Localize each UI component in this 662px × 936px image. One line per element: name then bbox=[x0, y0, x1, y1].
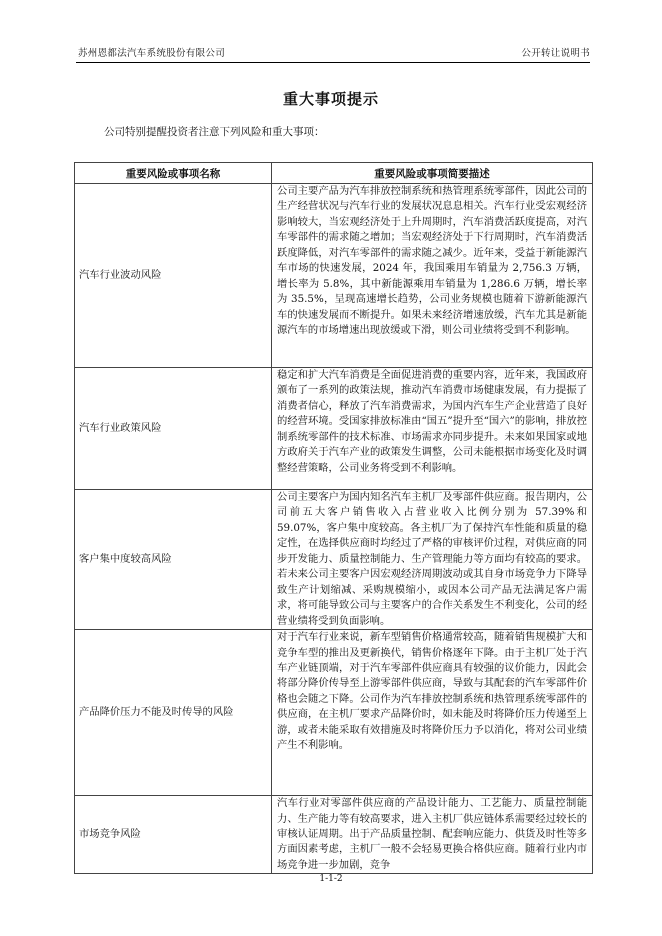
risk-description-cell: 对于汽车行业来说，新车型销售价格通常较高，随着销售规模扩大和竞争车型的推出及更新换代，销售价格逐年下降。由于主机厂处于汽车产业链顶端，对于汽车零部件供应商具有较强的议价能力，因此会将部分降价传导至上游零部件供应商，导致与其配套的汽车零部件价格也会随之下降。公司作为汽车排放控制系统和热管理系统零部件的供应商，在主机厂要求产品降价时，如未能及时将降价压力传递至上游，或者未能采取有效措施及时将降价压力予以消化，将对公司业绩产生不利影响。 bbox=[272, 630, 593, 796]
risk-description-cell: 公司主要客户为国内知名汽车主机厂及零部件供应商。报告期内，公司前五大客户销售收入占营业收入比例分别为 57.39%和 59.07%，客户集中度较高。各主机厂为了保持汽车性能和质量的稳定性，在选择供应商时均经过了严格的审核评价过程，对供应商的同步开发能力、质量控制能力、生产管理能力等方面均有较高的要求。若未来公司主要客户因宏观经济周期波动或其自身市场竞争力下降导致生产计划缩减、采购规模缩小，或因本公司产品无法满足客户需求，将可能导致公司与主要客户的合作关系发生不利变化，公司的经营业绩将受到负面影响。 bbox=[272, 490, 593, 630]
table-row bbox=[75, 368, 593, 490]
risk-description-cell: 稳定和扩大汽车消费是全面促进消费的重要内容，近年来，我国政府颁布了一系列的政策法规，推动汽车消费市场健康发展，有力提振了消费者信心，释放了汽车消费需求，为国内汽车生产企业营造了良好的经营环境。受国家排放标准由“国五”提升至“国六”的影响，排放控制系统零部件的技术标准、市场需求亦同步提升。未来如果国家或地方政府关于汽车产业的政策发生调整，公司未能根据市场变化及时调整经营策略，公司业务将受到不利影响。 bbox=[272, 368, 593, 490]
risk-table bbox=[74, 162, 593, 874]
table-header-row bbox=[75, 163, 593, 184]
header-document-type: 公开转让说明书 bbox=[521, 48, 590, 59]
header-divider bbox=[76, 62, 590, 63]
header-company-name: 苏州恩都法汽车系统股份有限公司 bbox=[78, 48, 226, 59]
column-header-risk-name: 重要风险或事项名称 bbox=[75, 163, 272, 184]
risk-description-cell: 公司主要产品为汽车排放控制系统和热管理系统零部件，因此公司的生产经营状况与汽车行业的发展状况息息相关。汽车行业受宏观经济影响较大，当宏观经济处于上升周期时，汽车消费活跃度提高，对汽车零部件的需求随之增加；当宏观经济处于下行周期时，汽车消费活跃度降低，对汽车零部件的需求随之减少。近年来，受益于新能源汽车市场的快速发展，2024 年，我国乘用车销量为 2,756.3 万辆，增长率为 5.8%，其中新能源乘用车销量为 1,286.6 万辆，增长率为 35.5%，呈现高速增长趋势，公司业务规模也随着下游新能源汽车的快速发展而不断提升。如果未来经济增速放缓，汽车尤其是新能源汽车的市场增速出现放缓或下滑，则公司业绩将受到不利影响。 bbox=[272, 184, 593, 368]
risk-description-cell: 汽车行业对零部件供应商的产品设计能力、工艺能力、质量控制能力、生产能力等有较高要求，进入主机厂供应链体系需要经过较长的审核认证周期。出于产品质量控制、配套响应能力、供货及时性等多方面因素考虑，主机厂一般不会轻易更换合格供应商。随着行业内市场竞争进一步加剧，竞争 bbox=[272, 796, 593, 874]
table-row bbox=[75, 490, 593, 630]
table-row bbox=[75, 796, 593, 874]
intro-paragraph: 公司特别提醒投资者注意下列风险和重大事项： bbox=[104, 126, 325, 138]
risk-name-cell: 客户集中度较高风险 bbox=[75, 490, 272, 630]
page-number: 1-1-2 bbox=[319, 874, 343, 884]
risk-name-cell: 产品降价压力不能及时传导的风险 bbox=[75, 630, 272, 796]
table-row bbox=[75, 184, 593, 368]
risk-name-cell: 市场竞争风险 bbox=[75, 796, 272, 874]
risk-name-cell: 汽车行业波动风险 bbox=[75, 184, 272, 368]
page-title: 重大事项提示 bbox=[282, 90, 379, 108]
table-row bbox=[75, 630, 593, 796]
risk-name-cell: 汽车行业政策风险 bbox=[75, 368, 272, 490]
column-header-risk-description: 重要风险或事项简要描述 bbox=[272, 163, 593, 184]
